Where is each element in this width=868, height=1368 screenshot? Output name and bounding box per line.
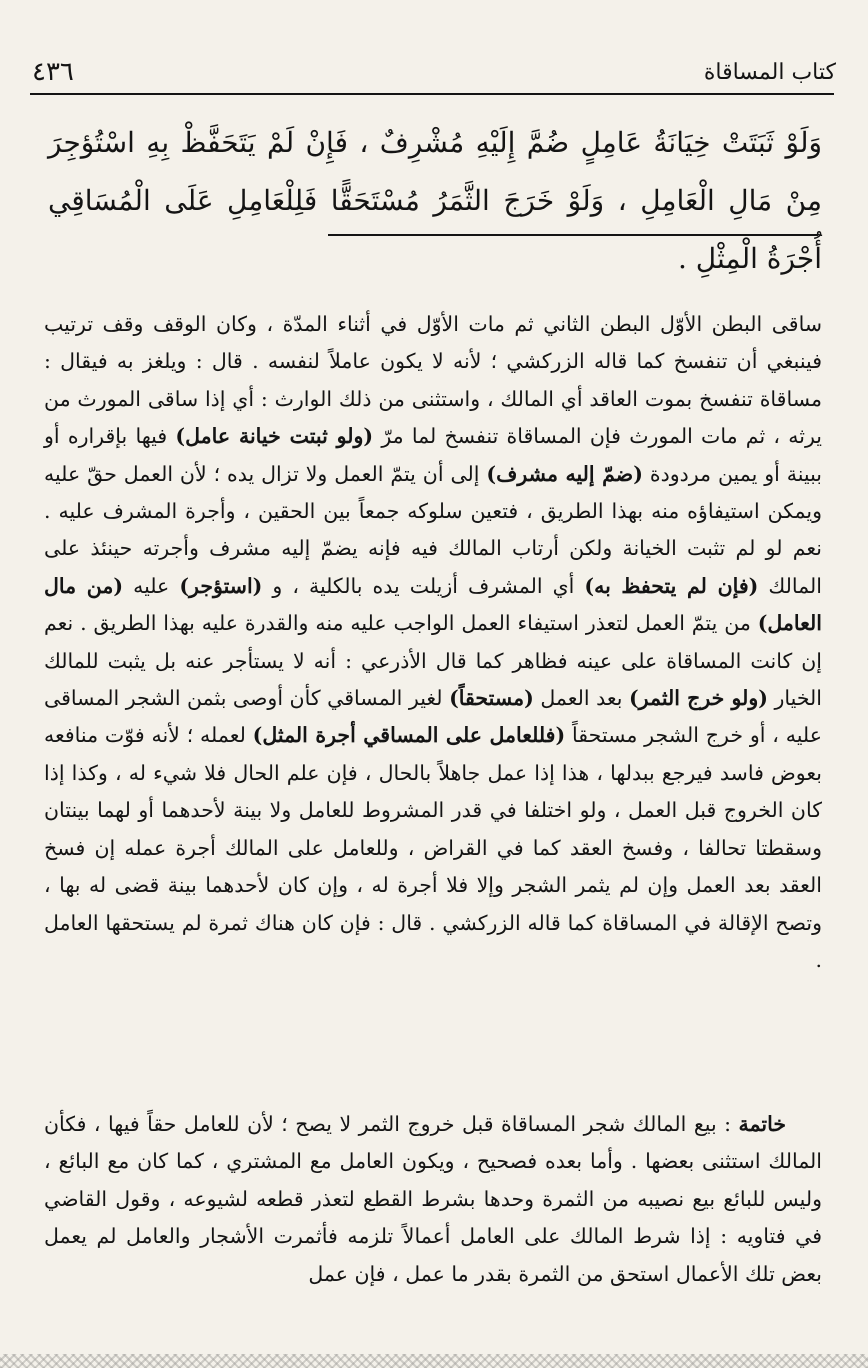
matn-quote: (مستحقاً) [449, 686, 534, 711]
sharh-text: إلى أن يتمّ العمل ولا تزال يده ؛ لأن العمل حقّ عليه ويمكن استيفاؤه منه بهذا الطريق ، فتعين سلوكه جمعاً بين الحقين ، وأجرة المشرف عليه . نعم لو لم تثبت الخيانة ولكن أرتاب المالك فيه فإنه يضمّ إليه مشرف وأجرته حينئذ على المالك [44, 461, 822, 598]
sharh-text: من يتمّ العمل لتعذر استيفاء العمل الواجب عليه منه والقدرة عليه بهذا الطريق . نعم إن كانت المساقاة على عينه فظاهر كما قال الأذرعي : أنه لا يستأجر عنه بل يثبت للمالك الخيار [44, 611, 822, 711]
sharh-text: عليه [133, 573, 170, 598]
khatima-paragraph [44, 1106, 822, 1293]
matn-quote: (فللعامل على المساقي أجرة المثل) [252, 723, 566, 748]
sharh-text: بعد العمل [540, 686, 623, 711]
sharh-text: ساقى البطن الأوّل البطن الثاني ثم مات الأوّل في أثناء المدّة ، وكان الوقف وقف ترتيب فينبغي أن تنفسخ كما قاله الزركشي ؛ لأنه لا يكون عاملاً لنفسه . قال : ويلغز به فيقال : مساقاة تنفسخ بموت العاقد أي المالك ، واستثنى من ذلك الوارث : أي إذا ساقى المورث من يرثه ، ثم مات المورث فإن المساقاة تنفسخ لما مرّ [44, 312, 822, 449]
khatima-label: خاتمة [738, 1112, 786, 1136]
header-rule [30, 93, 834, 95]
sharh-paragraph [44, 306, 822, 979]
matn-quote: (ضمّ إليه مشرف) [486, 461, 643, 486]
sharh-text: لغير المساقي كأن أوصى بثمن الشجر المساقى عليه ، أو خرج الشجر مستحقاً [44, 686, 822, 748]
matn-quote: (ولو ثبتت خيانة عامل) [175, 424, 374, 449]
sharh-commentary [44, 306, 822, 979]
page-number: ٤٣٦ [32, 57, 74, 87]
running-title: كتاب المساقاة [703, 60, 836, 85]
matn-separator-rule [328, 234, 818, 236]
matn-text-block [48, 114, 822, 288]
sharh-text: فيها بإقراره أو ببينة أو يمين مردودة [44, 424, 822, 486]
sharh-text: لعمله ؛ لأنه فوّت منافعه بعوض فاسد فيرجع ببدلها ، هذا إذا عمل جاهلاً بالحال ، فإن علم الحال فلا شيء له ، وكذا إذا كان الخروج قبل العمل ، ولو اختلفا في قدر المشروط للعامل ولا بينة لأحدهما أو لهما بينتان وسقطتا تحالفا ، وفسخ العقد كما في القراض ، وللعامل على المالك أجرة عمله إن فسخ العقد بعد العمل وإن لم يثمر الشجر وإلا فلا أجرة له ، وإن كان لأحدهما بينة قضى له بها ، وتصح الإقالة في المساقاة كما قاله الزركشي . قال : فإن كان هناك ثمرة لم يستحقها العامل . [44, 723, 822, 972]
decorative-bottom-border [0, 1354, 868, 1368]
matn-quote: (فإن لم يتحفظ به) [584, 573, 759, 598]
matn-quote: (استؤجر) [179, 573, 263, 598]
matn-quote: (ولو خرج الثمر) [628, 686, 768, 711]
sharh-text: أي المشرف أزيلت يده بالكلية ، و [272, 573, 575, 598]
matn-paragraph: وَلَوْ ثَبَتَتْ خِيَانَةُ عَامِلٍ ضُمَّ إِلَيْهِ مُشْرِفٌ ، فَإِنْ لَمْ يَتَحَفَّظْ بِهِ اسْتُؤجِرَ مِنْ مَالِ الْعَامِلِ ، وَلَوْ خَرَجَ الثَّمَرُ مُسْتَحَقًّا فَلِلْعَامِلِ عَلَى الْمُسَاقِي أُجْرَةُ الْمِثْلِ . [48, 126, 822, 275]
matn-quote: (من مال العامل) [44, 573, 822, 636]
page-header [32, 44, 836, 86]
khatima-text: : بيع المالك شجر المساقاة قبل خروج الثمر لا يصح ؛ لأن للعامل حقاً فيها ، فكأن المالك استثنى بعضها . وأما بعده فصحيح ، ويكون العامل مع المشتري ، كما كان مع البائع ، وليس للبائع بيع نصيبه من الثمرة وحدها بشرط القطع لتعذر قطعه لشيوعه ، وقول القاضي في فتاويه : إذا شرط المالك على العامل أعمالاً تلزمه فأثمرت الأشجار والعامل لم يعمل بعض تلك الأعمال استحق من الثمرة بقدر ما عمل ، فإن عمل [44, 1112, 822, 1286]
khatima-section [44, 1106, 822, 1293]
